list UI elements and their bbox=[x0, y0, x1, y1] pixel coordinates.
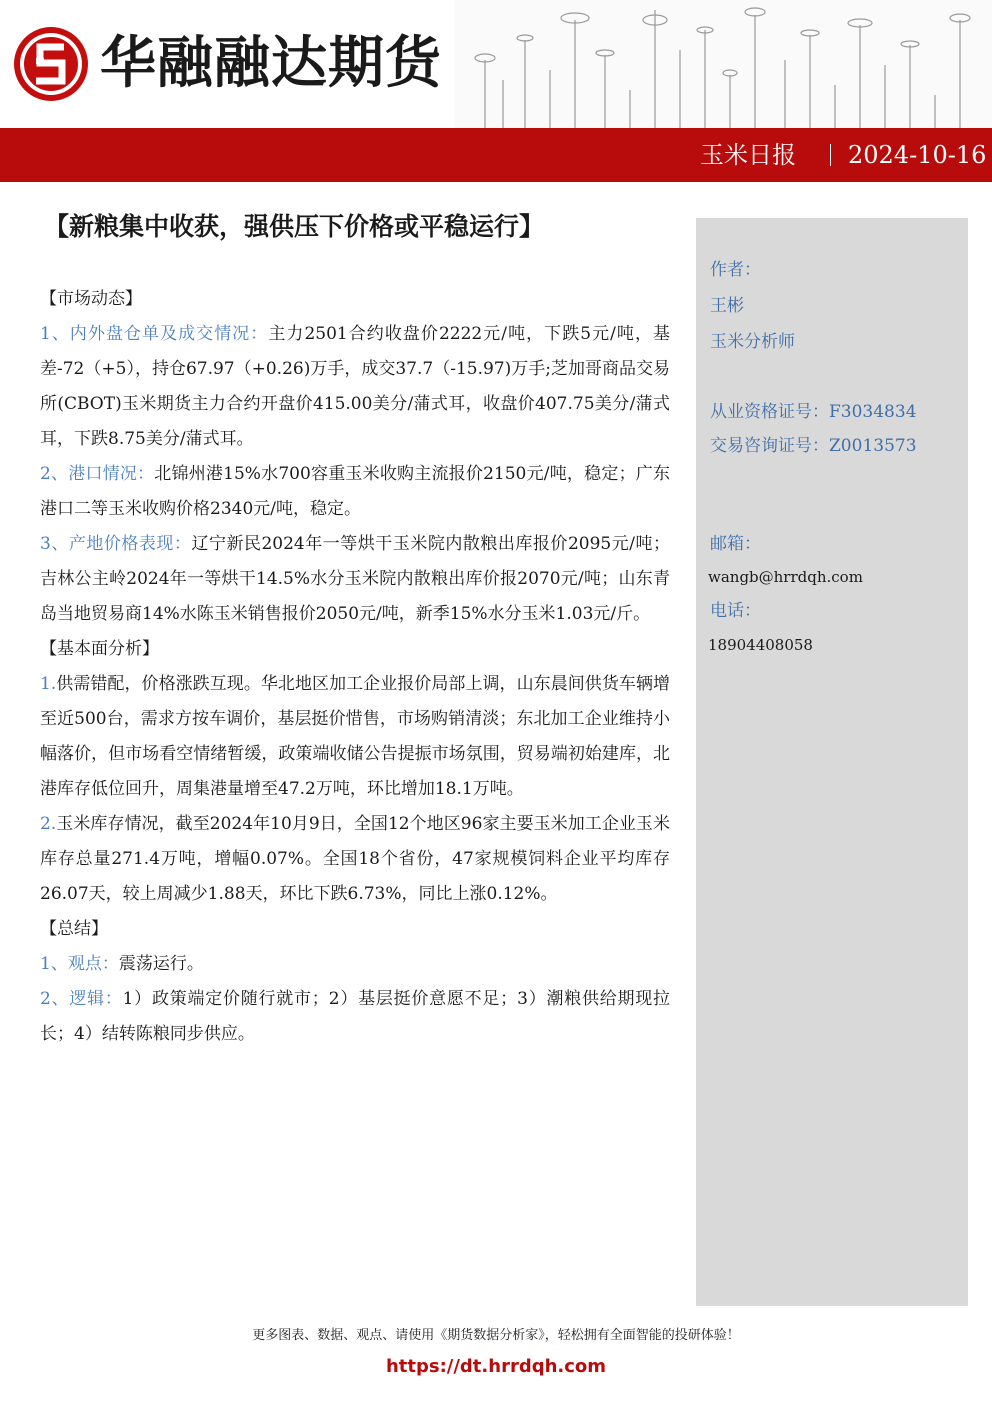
item-lead: 2、逻辑： bbox=[40, 989, 123, 1009]
footer-link[interactable]: https://dt.hrrdqh.com bbox=[385, 1356, 607, 1377]
list-item bbox=[40, 982, 670, 1052]
decorative-lines-graphic bbox=[455, 0, 992, 128]
item-text: 供需错配，价格涨跌互现。华北地区加工企业报价局部上调，山东晨间供货车辆增至近500台，需求方按车调价，基层挺价惜售，市场购销清淡；东北加工企业维持小幅落价，但市场看空情绪暂缓，政策端收储公告提振市场氛围，贸易端初始建库，北港库存低位回升，周集港量增至47.2万吨，环比增加18.1万吨。 bbox=[40, 674, 670, 799]
author-name: 王彬 bbox=[710, 296, 744, 316]
list-item bbox=[40, 317, 670, 457]
company-logo-icon bbox=[12, 25, 90, 103]
item-text: 震荡运行。 bbox=[118, 954, 204, 974]
item-lead: 1、观点： bbox=[40, 954, 119, 974]
author-title: 玉米分析师 bbox=[710, 332, 795, 352]
item-text: 玉米库存情况，截至2024年10月9日，全国12个地区96家主要玉米加工企业玉米库存总量271.4万吨，增幅0.07%。全国18个省份，47家规模饲料企业平均库存26.07天，较上周减少1.88天，环比下跌6.73%，同比上涨0.12%。 bbox=[40, 814, 670, 904]
section-heading-fundamentals: 【基本面分析】 bbox=[40, 639, 159, 659]
phone-number: 18904408058 bbox=[708, 636, 813, 654]
author-sidebar bbox=[696, 218, 968, 1306]
report-banner bbox=[0, 128, 992, 182]
qualification-number: 从业资格证号：F3034834 bbox=[710, 402, 917, 422]
footer-note: 更多图表、数据、观点、请使用《期货数据分析家》，轻松拥有全面智能的投研体验！ bbox=[252, 1328, 740, 1343]
item-text: 辽宁新民2024年一等烘干玉米院内散粮出库报价2095元/吨；吉林公主岭2024年一等烘干14.5%水分玉米院内散粮出库价报2070元/吨；山东青岛当地贸易商14%水陈玉米销售报价2050元/吨，新季15%水分玉米1.03元/斤。 bbox=[40, 534, 670, 624]
section-heading-market: 【市场动态】 bbox=[40, 289, 142, 309]
item-lead: 2、港口情况： bbox=[40, 464, 155, 484]
list-item bbox=[40, 807, 670, 912]
list-item bbox=[40, 457, 670, 527]
report-name: 玉米日报 bbox=[700, 141, 796, 169]
item-lead: 2. bbox=[40, 814, 57, 834]
item-text: 主力2501合约收盘价2222元/吨，下跌5元/吨，基差-72（+5），持仓67.97（+0.26)万手，成交37.7（-15.97)万手;芝加哥商品交易所(CBOT)玉米期货主力合约开盘价415.00美分/蒲式耳，收盘价407.75美分/蒲式耳，下跌8.75美分/蒲式耳。 bbox=[40, 324, 670, 449]
company-name: 华融融达期货 bbox=[100, 31, 442, 96]
report-date: 2024-10-16 bbox=[848, 141, 987, 169]
report-body bbox=[40, 282, 670, 1052]
item-text: 1）政策端定价随行就市；2）基层挺价意愿不足；3）潮粮供给期现拉长；4）结转陈粮同步供应。 bbox=[40, 989, 670, 1044]
report-title: 【新粮集中收获，强供压下价格或平稳运行】 bbox=[44, 212, 545, 241]
email-address[interactable]: wangb@hrrdqh.com bbox=[708, 568, 863, 586]
item-lead: 1. bbox=[40, 674, 57, 694]
item-lead: 3、产地价格表现： bbox=[40, 534, 192, 554]
list-item bbox=[40, 947, 670, 982]
banner-divider bbox=[830, 144, 831, 166]
author-label: 作者： bbox=[710, 260, 761, 280]
email-label: 邮箱： bbox=[710, 534, 761, 554]
consult-number: 交易咨询证号：Z0013573 bbox=[710, 436, 917, 456]
header bbox=[0, 0, 992, 128]
section-heading-summary: 【总结】 bbox=[40, 919, 108, 939]
item-lead: 1、内外盘仓单及成交情况： bbox=[40, 324, 269, 344]
phone-label: 电话： bbox=[710, 601, 761, 621]
item-text: 北锦州港15%水700容重玉米收购主流报价2150元/吨，稳定；广东港口二等玉米收购价格2340元/吨，稳定。 bbox=[40, 464, 670, 519]
list-item bbox=[40, 527, 670, 632]
list-item bbox=[40, 667, 670, 807]
